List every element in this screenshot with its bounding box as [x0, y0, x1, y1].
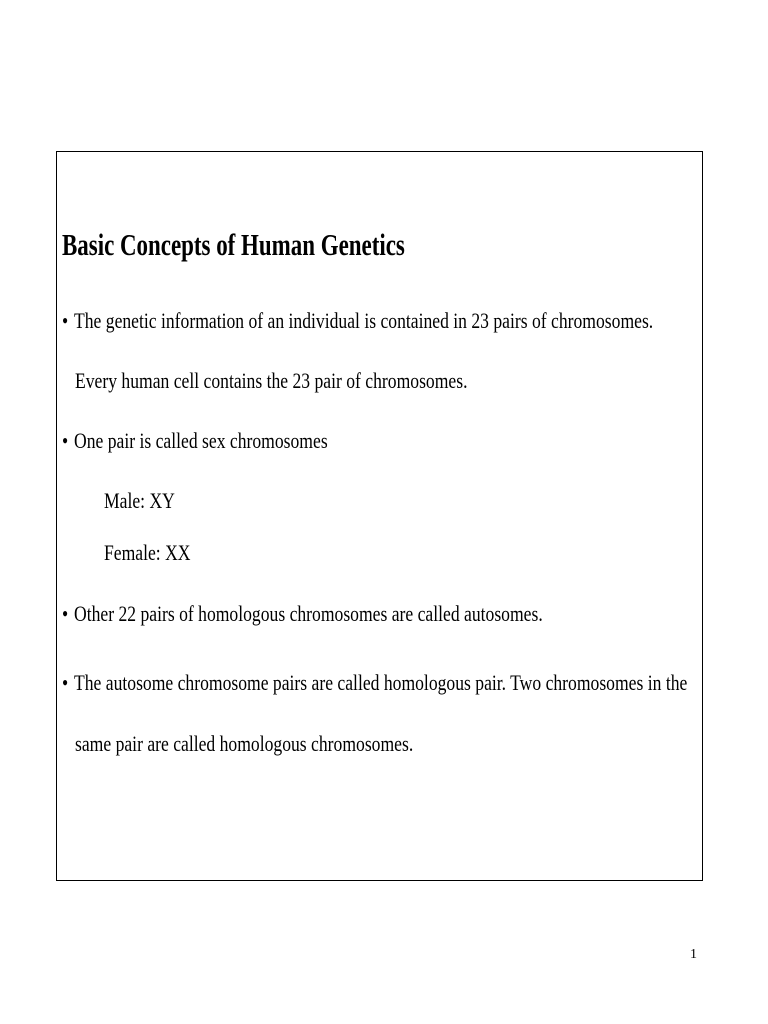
continuation-line-every-cell [75, 370, 467, 392]
bullet-icon: • [62, 601, 69, 626]
indent-text: Female: XX [104, 540, 191, 565]
indent-line-male [104, 490, 175, 512]
bullet-line-sex-chromosomes [62, 430, 328, 452]
continuation-line-same-pair [75, 733, 413, 755]
indent-text: Male: XY [104, 488, 175, 513]
page-number: 1 [690, 947, 697, 962]
bullet-line-genetic-info [62, 310, 653, 332]
indent-line-female [104, 542, 191, 564]
bullet-text: One pair is called sex chromosomes [74, 428, 328, 453]
slide-title: Basic Concepts of Human Genetics [62, 227, 405, 262]
bullet-text: The autosome chromosome pairs are called homologous pair. Two chromosomes in the [74, 670, 688, 695]
bullet-icon: • [62, 428, 69, 453]
bullet-line-autosomes [62, 603, 543, 625]
continuation-text: same pair are called homologous chromosomes. [75, 731, 414, 756]
bullet-icon: • [62, 670, 69, 695]
bullet-text: Other 22 pairs of homologous chromosomes are called autosomes. [74, 601, 543, 626]
bullet-line-homologous-pair [62, 672, 687, 694]
bullet-icon: • [62, 308, 69, 333]
continuation-text: Every human cell contains the 23 pair of chromosomes. [75, 368, 468, 393]
bullet-text: The genetic information of an individual is contained in 23 pairs of chromosomes. [74, 308, 654, 333]
